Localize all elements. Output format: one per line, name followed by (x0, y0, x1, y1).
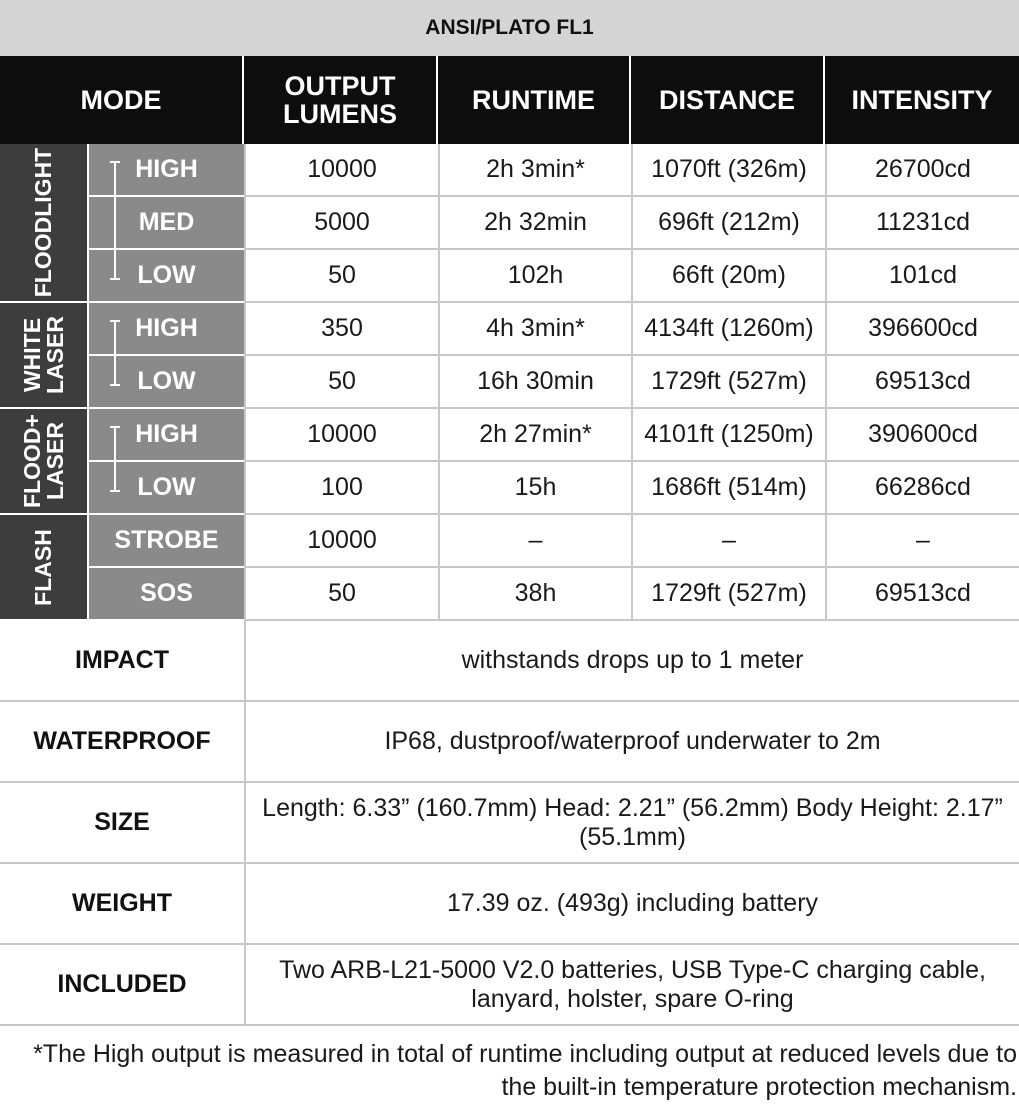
table-title: ANSI/PLATO FL1 (0, 0, 1019, 56)
cell-runtime: 15h (438, 462, 631, 515)
cell-intensity: 69513cd (825, 568, 1019, 621)
mode-level-cell (87, 409, 244, 462)
spec-value: withstands drops up to 1 meter (244, 621, 1019, 700)
mode-level-label: STROBE (114, 526, 219, 554)
mode-group-label-line: LASER (41, 316, 68, 394)
level-range-bracket (114, 426, 116, 490)
mode-group-label (18, 414, 68, 508)
mode-group-label (32, 148, 55, 297)
footnote: *The High output is measured in total of runtime including output at reduced levels due to the built-in temperature protection mechanism. (33, 1040, 1017, 1101)
cell-distance: – (631, 515, 825, 568)
cell-intensity: 11231cd (825, 197, 1019, 250)
spec-row-weight (0, 864, 1019, 945)
mode-level-cell (87, 356, 244, 409)
cell-output: 10000 (244, 144, 438, 197)
level-range-bracket (114, 161, 116, 278)
header-output-line2: LUMENS (283, 99, 397, 129)
mode-level-cell (87, 303, 244, 356)
spec-row-impact (0, 621, 1019, 702)
mode-group-label (29, 528, 56, 606)
mode-level-label: MED (138, 208, 195, 236)
cell-runtime: 38h (438, 568, 631, 621)
level-range-bracket (114, 320, 116, 384)
level-range-bracket-cap (110, 161, 120, 163)
mode-level-cell (87, 144, 244, 197)
mode-level-cell (87, 197, 244, 250)
cell-distance: 696ft (212m) (631, 197, 825, 250)
cell-distance: 1686ft (514m) (631, 462, 825, 515)
cell-runtime: 4h 3min* (438, 303, 631, 356)
spec-value: Length: 6.33” (160.7mm) Head: 2.21” (56.2mm) Body Height: 2.17” (55.1mm) (244, 783, 1019, 862)
spec-label: INCLUDED (57, 970, 187, 998)
cell-runtime: 2h 3min* (438, 144, 631, 197)
mode-level-label: HIGH (135, 420, 198, 448)
header-intensity: INTENSITY (851, 85, 993, 115)
level-range-bracket-cap (110, 490, 120, 492)
cell-output: 5000 (244, 197, 438, 250)
mode-group-0 (0, 144, 87, 303)
cell-intensity: 69513cd (825, 356, 1019, 409)
level-range-bracket-cap (110, 426, 120, 428)
spec-value: IP68, dustproof/waterproof underwater to 2m (244, 702, 1019, 781)
mode-level-cell (87, 462, 244, 515)
cell-output: 50 (244, 250, 438, 303)
spec-label: IMPACT (75, 646, 169, 674)
header-runtime: RUNTIME (438, 56, 631, 144)
cell-intensity: 390600cd (825, 409, 1019, 462)
cell-runtime: 16h 30min (438, 356, 631, 409)
level-range-bracket-cap (110, 278, 120, 280)
mode-level-cell (87, 568, 244, 621)
cell-runtime: 102h (438, 250, 631, 303)
cell-runtime: – (438, 515, 631, 568)
cell-intensity: 26700cd (825, 144, 1019, 197)
mode-level-label: LOW (137, 367, 196, 395)
cell-runtime: 2h 27min* (438, 409, 631, 462)
cell-distance: 4101ft (1250m) (631, 409, 825, 462)
cell-distance: 4134ft (1260m) (631, 303, 825, 356)
mode-group-3 (0, 515, 87, 621)
cell-distance: 1070ft (326m) (631, 144, 825, 197)
mode-group-label-line: FLOODLIGHT (30, 147, 57, 298)
header-mode: MODE (0, 56, 244, 144)
spec-value: 17.39 oz. (493g) including battery (244, 864, 1019, 943)
mode-group-label (20, 316, 66, 394)
spec-row-size (0, 783, 1019, 864)
header-output-lumens (244, 56, 438, 144)
mode-group-1 (0, 303, 87, 409)
mode-level-cell (87, 515, 244, 568)
spec-value: Two ARB-L21-5000 V2.0 batteries, USB Type-C charging cable, lanyard, holster, spare O-ring (244, 945, 1019, 1024)
cell-intensity: – (825, 515, 1019, 568)
header-output-line1: OUTPUT (284, 71, 396, 101)
cell-output: 10000 (244, 515, 438, 568)
spec-row-included (0, 945, 1019, 1026)
cell-output: 50 (244, 356, 438, 409)
spec-row-waterproof (0, 702, 1019, 783)
mode-level-label: LOW (137, 473, 196, 501)
mode-level-label: HIGH (135, 155, 198, 183)
mode-level-label: LOW (137, 261, 196, 289)
cell-output: 100 (244, 462, 438, 515)
header-distance: DISTANCE (631, 56, 825, 144)
cell-intensity: 396600cd (825, 303, 1019, 356)
level-range-bracket-cap (110, 384, 120, 386)
mode-level-label: SOS (140, 579, 193, 607)
mode-group-label-line: FLOOD+ (18, 414, 45, 508)
mode-group-2 (0, 409, 87, 515)
cell-output: 350 (244, 303, 438, 356)
mode-group-label-line: WHITE (18, 317, 45, 393)
cell-intensity: 101cd (825, 250, 1019, 303)
mode-group-label-line: LASER (41, 422, 68, 500)
cell-output: 50 (244, 568, 438, 621)
cell-output: 10000 (244, 409, 438, 462)
cell-distance: 66ft (20m) (631, 250, 825, 303)
level-range-bracket-cap (110, 320, 120, 322)
table-header (0, 56, 1019, 144)
spec-label: WATERPROOF (33, 727, 211, 755)
spec-label: SIZE (94, 808, 150, 836)
cell-intensity: 66286cd (825, 462, 1019, 515)
cell-runtime: 2h 32min (438, 197, 631, 250)
spec-label: WEIGHT (72, 889, 172, 917)
cell-distance: 1729ft (527m) (631, 568, 825, 621)
mode-group-label-line: FLASH (29, 528, 56, 606)
mode-level-label: HIGH (135, 314, 198, 342)
cell-distance: 1729ft (527m) (631, 356, 825, 409)
mode-level-cell (87, 250, 244, 303)
